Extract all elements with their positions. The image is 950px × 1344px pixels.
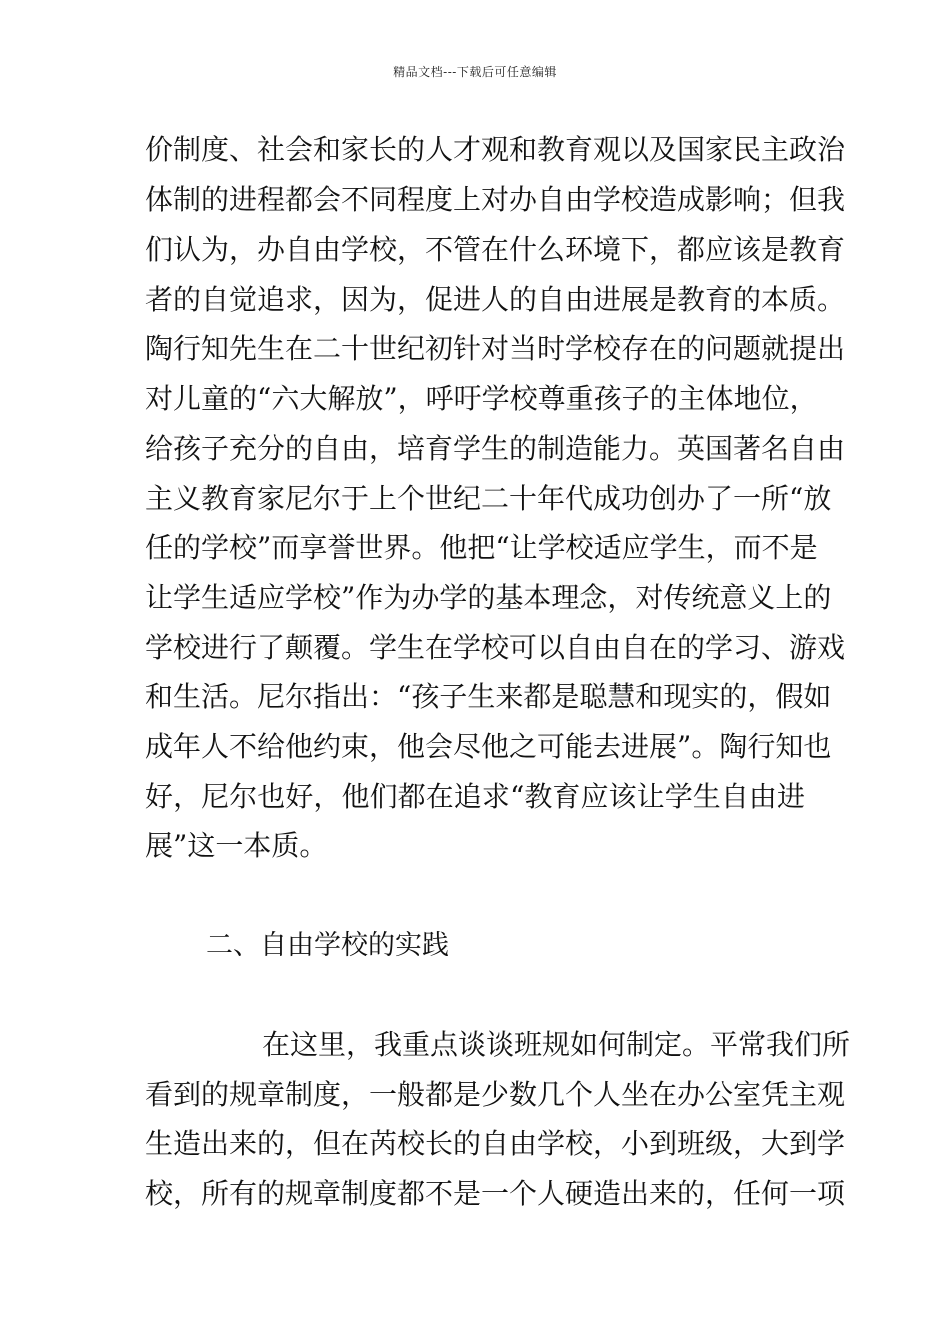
paragraph-1-line: 们认为，办自由学校，不管在什么环境下，都应该是教育 [145,233,846,266]
paragraph-1-line: 任的学校”而享誉世界。他把“让学校适应学生，而不是 [145,531,818,564]
page-header: 精品文档---下载后可任意编辑 [393,65,557,79]
paragraph-2-first-line: 在这里，我重点谈谈班规如何制定。平常我们所 [262,1028,851,1061]
paragraph-1-line: 学校进行了颠覆。学生在学校可以自由自在的学习、游戏 [145,631,846,664]
paragraph-1-line: 陶行知先生在二十世纪初针对当时学校存在的问题就提出 [145,332,846,365]
paragraph-1-line: 给孩子充分的自由，培育学生的制造能力。英国著名自由 [145,432,846,465]
paragraph-1-line: 主义教育家尼尔于上个世纪二十年代成功创办了一所“放 [145,482,832,515]
paragraph-1-line: 体制的进程都会不同程度上对办自由学校造成影响；但我 [145,183,846,216]
paragraph-1-line: 成年人不给他约束，他会尽他之可能去进展”。陶行知也 [145,730,832,763]
paragraph-1-line: 者的自觉追求，因为，促进人的自由进展是教育的本质。 [145,283,846,316]
paragraph-1-line: 好，尼尔也好，他们都在追求“教育应该让学生自由进 [145,780,805,813]
paragraph-1-line: 让学生适应学校”作为办学的基本理念，对传统意义上的 [145,581,832,614]
paragraph-1-line: 和生活。尼尔指出：“孩子生来都是聪慧和现实的，假如 [145,680,832,713]
paragraph-2-line: 生造出来的，但在芮校长的自由学校，小到班级，大到学 [145,1127,846,1160]
paragraph-1-line: 价制度、社会和家长的人才观和教育观以及国家民主政治 [145,133,846,166]
paragraph-1-line: 对儿童的“六大解放”，呼吁学校尊重孩子的主体地位， [145,382,818,415]
section-heading: 二、自由学校的实践 [206,930,449,961]
paragraph-1-line: 展”这一本质。 [145,829,328,862]
paragraph-2-line: 校，所有的规章制度都不是一个人硬造出来的，任何一项 [145,1177,846,1210]
paragraph-2-line: 看到的规章制度，一般都是少数几个人坐在办公室凭主观 [145,1078,846,1111]
